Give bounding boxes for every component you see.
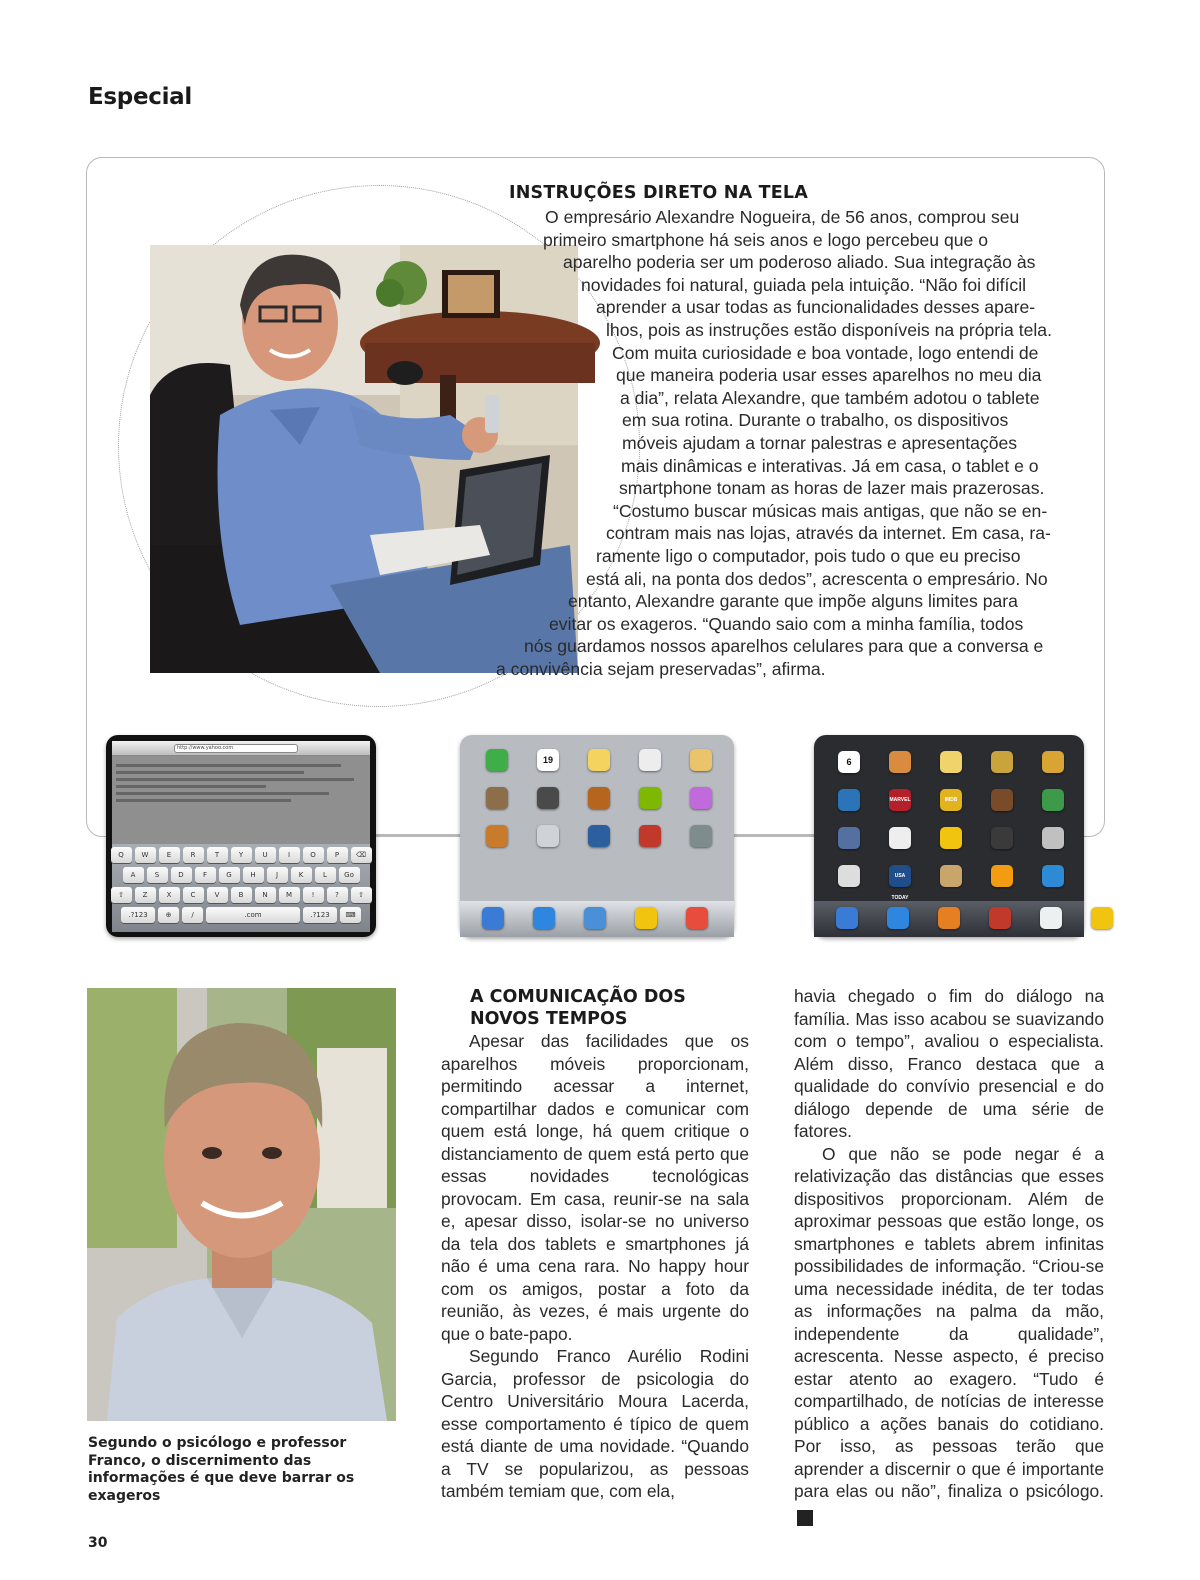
article-subtitle: A COMUNICAÇÃO DOS NOVOS TEMPOS — [470, 987, 686, 1029]
keyboard-key: S — [147, 867, 168, 883]
calendar-icon: 19 — [537, 749, 559, 771]
dock-app-icon — [584, 907, 606, 929]
app-icon — [486, 825, 508, 847]
keyboard-key: B — [231, 887, 252, 903]
app-icon — [1042, 827, 1064, 849]
keyboard-key: M — [279, 887, 300, 903]
box-text-line: aparelho poderia ser um poderoso aliado. Sua integração às — [563, 252, 1036, 273]
box-text-line: smartphone tonam as horas de lazer mais prazerosas. — [619, 478, 1045, 499]
app-icon — [639, 749, 661, 771]
paragraph: Segundo Franco Aurélio Rodini Garcia, professor de psicologia do Centro Universitário Moura Lacerda, esse comportamento é típico de quem está diante de uma novidade. “Quando a TV se popularizou, as pessoas também temiam que, com ela, — [441, 1346, 749, 1501]
keyboard-key: P — [327, 847, 348, 863]
app-icon — [1042, 751, 1064, 773]
box-text-line: a dia”, relata Alexandre, que também adotou o tablete — [620, 387, 1040, 408]
keyboard-row — [116, 887, 366, 903]
box-text-line: evitar os exageros. “Quando saio com a minha família, todos — [549, 613, 1024, 634]
paragraph: havia chegado o fim do diálogo na família. Mas isso acabou se suavizando com o tempo”, avaliou o especialista. Além disso, Franco destaca que a qualidade do convívio presencial e do diálogo depende de uma série de fatores. — [794, 986, 1104, 1141]
keyboard-key: .?123 — [121, 907, 155, 923]
keyboard-key: N — [255, 887, 276, 903]
photo-caption: Segundo o psicólogo e professor Franco, o discernimento das informações é que deve barrar os exageros — [88, 1435, 355, 1504]
keyboard-key: / — [182, 907, 203, 923]
app-icon — [588, 749, 610, 771]
paragraph: Apesar das facilidades que os aparelhos móveis proporcionam, permitindo acessar a internet, compartilhar dados e comunicar com quem está longe, há quem critique o distanciamento de quem está perto que essas novidades tecnológicas provocam. Em casa, reunir-se na sala e, apesar disso, isolar-se no universo da tela dos tablets e smartphones já não é uma cena rara. No happy hour com os amigos, postar a foto da reunião, às vezes, é mais urgente do que o bate-papo. — [441, 1031, 749, 1344]
box-text-line: lhos, pois as instruções estão disponíveis na própria tela. — [606, 320, 1052, 340]
tablet-dock — [460, 901, 734, 937]
app-icon: IMDB — [940, 789, 962, 811]
box-text-line: O empresário Alexandre Nogueira, de 56 anos, comprou seu — [545, 207, 1020, 227]
app-icon — [889, 751, 911, 773]
box-text-line: entanto, Alexandre garante que impõe alguns limites para — [568, 591, 1018, 612]
box-text-line: novidades foi natural, guiada pela intuição. “Não foi difícil — [581, 274, 1027, 295]
app-icon — [889, 827, 911, 849]
article-column-1 — [441, 1030, 749, 1503]
app-icon — [940, 827, 962, 849]
keyboard-key: E — [159, 847, 180, 863]
keyboard-key: I — [279, 847, 300, 863]
box-text-line: contram mais nas lojas, através da internet. Em casa, ra- — [606, 523, 1051, 544]
keyboard-key: ⌨ — [340, 907, 361, 923]
section-label: Especial — [88, 84, 192, 110]
paragraph-text: O que não se pode negar é a relativização das distâncias que esses dispositivos proporcionam. Além de aproximar pessoas que estão longe, os smartphones e tablets abrem infinitas possibilidades de informação. “Criou-se uma necessidade inédita, de ter todas as informações na palma da mão, independente da qualidade”, acrescenta. Nesse aspecto, é preciso estar atento ao exagero. “Tudo é compartilhado, de notícias de interesse público a ações banais do cotidiano. Por isso, as pessoas terão que aprender a discernir o que é importante para elas ou não”, finaliza o psicólogo. — [794, 1143, 1104, 1501]
app-icon — [838, 789, 860, 811]
browser-address-bar: http://www.yahoo.com — [174, 744, 298, 753]
app-icon — [486, 787, 508, 809]
keyboard-key: ⌫ — [351, 847, 372, 863]
keyboard-key: O — [303, 847, 324, 863]
app-icon — [639, 787, 661, 809]
keyboard-key: ? — [327, 887, 348, 903]
dock-app-icon — [887, 907, 909, 929]
keyboard-key: ⊕ — [158, 907, 179, 923]
app-icon — [991, 827, 1013, 849]
calendar-icon: 6 — [838, 751, 860, 773]
dock-app-icon — [533, 907, 555, 929]
dock-app-icon — [1040, 907, 1062, 929]
keyboard-key: C — [183, 887, 204, 903]
app-icon: MARVEL — [889, 789, 911, 811]
app-icon — [486, 749, 508, 771]
app-icon — [838, 827, 860, 849]
dock-app-icon — [686, 907, 708, 929]
end-mark-icon: r — [797, 1510, 813, 1526]
tablet-homescreen-dark — [814, 735, 1084, 937]
tablet-dock — [814, 901, 1084, 937]
app-icon — [940, 865, 962, 887]
keyboard-key: V — [207, 887, 228, 903]
alexandre-photo — [150, 245, 578, 673]
app-icon — [537, 825, 559, 847]
keyboard-key: Z — [135, 887, 156, 903]
keyboard-key: D — [171, 867, 192, 883]
onscreen-keyboard — [112, 844, 370, 932]
box-text-line: “Costumo buscar músicas mais antigas, que não se en- — [613, 500, 1048, 521]
browser-toolbar — [112, 741, 370, 756]
app-icon — [537, 787, 559, 809]
box-text-line: está ali, na ponta dos dedos”, acrescenta o empresário. No — [586, 568, 1048, 589]
app-icon — [690, 787, 712, 809]
box-text-line: nós guardamos nossos aparelhos celulares para que a conversa e — [524, 636, 1044, 657]
paragraph — [794, 1143, 1104, 1526]
keyboard-key: G — [219, 867, 240, 883]
keyboard-row — [116, 847, 366, 863]
dock-app-icon — [836, 907, 858, 929]
keyboard-row — [116, 867, 366, 883]
keyboard-key: T — [207, 847, 228, 863]
app-icon — [690, 825, 712, 847]
keyboard-key: ! — [303, 887, 324, 903]
keyboard-key: U — [255, 847, 276, 863]
app-icon — [1042, 865, 1064, 887]
app-icon: USA TODAY — [889, 865, 911, 887]
keyboard-key: .com — [206, 907, 300, 923]
app-icon — [639, 825, 661, 847]
connector-right — [734, 834, 814, 836]
keyboard-row — [116, 907, 366, 923]
browser-page — [112, 756, 370, 844]
keyboard-key: F — [195, 867, 216, 883]
box-text-line: Com muita curiosidade e boa vontade, logo entendi de — [612, 342, 1039, 363]
keyboard-key: Go — [339, 867, 360, 883]
box-text-line: a convivência sejam preservadas”, afirma. — [496, 659, 826, 679]
keyboard-key: ⇧ — [111, 887, 132, 903]
keyboard-key: R — [183, 847, 204, 863]
box-text-line: móveis ajudam a tornar palestras e apresentações — [622, 433, 1018, 453]
box-text-line: aprender a usar todas as funcionalidades desses apare- — [596, 297, 1036, 318]
keyboard-key: L — [315, 867, 336, 883]
box-text-line: em sua rotina. Durante o trabalho, os dispositivos — [622, 410, 1009, 431]
article-column-2 — [794, 985, 1104, 1526]
app-icon — [991, 751, 1013, 773]
keyboard-key: A — [123, 867, 144, 883]
app-icon — [588, 787, 610, 809]
dock-app-icon — [989, 907, 1011, 929]
tablet-keyboard-screenshot — [106, 735, 376, 937]
keyboard-key: .?123 — [303, 907, 337, 923]
dock-app-icon — [1091, 907, 1113, 929]
dock-app-icon — [482, 907, 504, 929]
box-text-line: que maneira poderia usar esses aparelhos no meu dia — [616, 365, 1042, 386]
box-title: INSTRUÇÕES DIRETO NA TELA — [509, 183, 808, 203]
box-text-line: mais dinâmicas e interativas. Já em casa, o tablet e o — [621, 455, 1039, 476]
page-number: 30 — [88, 1535, 108, 1551]
connector-left — [376, 834, 460, 836]
keyboard-key: K — [291, 867, 312, 883]
keyboard-key: Q — [111, 847, 132, 863]
app-icon — [991, 789, 1013, 811]
keyboard-key: Y — [231, 847, 252, 863]
app-icon — [838, 865, 860, 887]
app-icon — [588, 825, 610, 847]
dock-app-icon — [938, 907, 960, 929]
franco-portrait — [87, 988, 396, 1421]
keyboard-key: W — [135, 847, 156, 863]
app-icon — [690, 749, 712, 771]
tablet-homescreen-light — [460, 735, 734, 937]
box-text-line: ramente ligo o computador, pois tudo o que eu preciso — [596, 546, 1021, 566]
app-icon — [1042, 789, 1064, 811]
keyboard-key: X — [159, 887, 180, 903]
keyboard-key: J — [267, 867, 288, 883]
keyboard-key: ⇧ — [351, 887, 372, 903]
app-icon — [940, 751, 962, 773]
box-text-line: primeiro smartphone há seis anos e logo percebeu que o — [543, 229, 989, 250]
keyboard-key: H — [243, 867, 264, 883]
dock-app-icon — [635, 907, 657, 929]
app-icon — [991, 865, 1013, 887]
